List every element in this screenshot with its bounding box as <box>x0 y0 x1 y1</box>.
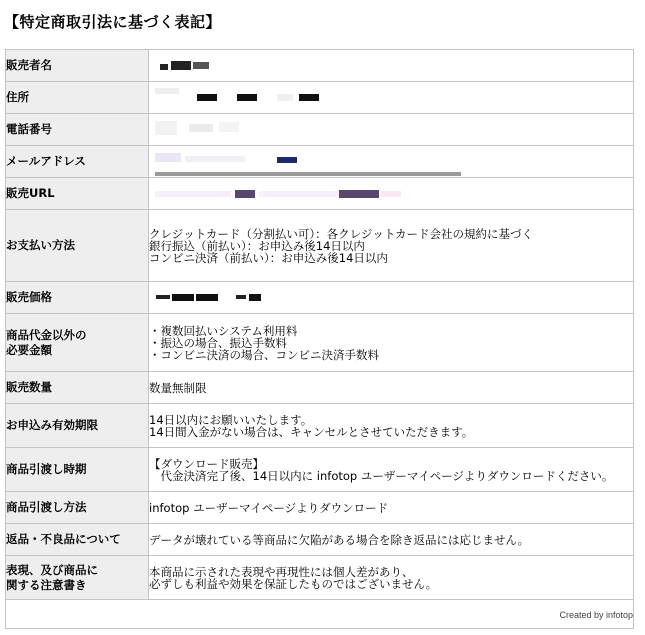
redaction-block <box>277 94 293 101</box>
value-line: 必ずしも利益や効果を保証したものではございません。 <box>149 576 438 591</box>
value-line: クレジットカード（分割払い可）：各クレジットカード会社の規約に基づく <box>149 226 533 241</box>
redaction-block <box>156 295 170 299</box>
price-value-redacted <box>149 282 634 314</box>
value-line: 本商品に示された表現や再現性には個人差があり、 <box>149 564 414 579</box>
page-title: 【特定商取引法に基づく表記】 <box>4 13 222 31</box>
table-row-payment-methods <box>6 210 634 282</box>
redaction-block <box>381 191 401 197</box>
table-row-disclaimer <box>6 556 634 600</box>
table-row-delivery-method <box>6 492 634 524</box>
quantity-value <box>149 372 634 404</box>
deadline-value <box>149 404 634 448</box>
value-line: 【ダウンロード販売】 <box>149 456 264 471</box>
redaction-block <box>299 94 319 101</box>
redaction-block <box>155 153 181 162</box>
row-label-line: 必要金額 <box>6 342 52 357</box>
table-row-extra-charges <box>6 314 634 372</box>
redaction-block <box>277 157 297 163</box>
redaction-block <box>249 294 261 301</box>
returns-value <box>149 524 634 556</box>
redaction-block <box>197 94 217 101</box>
delivery-method-value <box>149 492 634 524</box>
address-value-redacted <box>149 82 634 114</box>
redaction-block <box>155 191 231 197</box>
row-label: 販売URL <box>6 178 149 210</box>
table-row-address <box>6 82 634 114</box>
redaction-block <box>160 64 168 70</box>
table-row-email <box>6 146 634 178</box>
value-line: ・複数回払いシステム利用料 <box>149 323 298 338</box>
table-row-credit <box>6 600 634 629</box>
sales-url-value-redacted <box>149 178 634 210</box>
disclaimer-value <box>149 556 634 600</box>
row-label: 販売価格 <box>6 282 149 314</box>
row-label: お申込み有効期限 <box>6 404 149 448</box>
redaction-block <box>259 191 339 197</box>
table-row-price <box>6 282 634 314</box>
table-row-returns <box>6 524 634 556</box>
row-label-line: 商品代金以外の <box>6 327 87 342</box>
seller-name-value-redacted <box>149 50 634 82</box>
redaction-block <box>236 295 246 299</box>
redaction-block <box>155 121 177 135</box>
redaction-block <box>189 124 213 132</box>
redaction-block <box>219 122 239 132</box>
payment-methods-value <box>149 210 634 282</box>
value-line: 14日間入金がない場合は、キャンセルとさせていただきます。 <box>149 424 474 439</box>
redaction-block <box>193 62 209 69</box>
redaction-block <box>155 88 179 94</box>
value-line: 数量無制限 <box>149 380 207 395</box>
value-line: データが壊れている等商品に欠陥がある場合を除き返品には応じません。 <box>149 532 530 547</box>
row-label: 販売数量 <box>6 372 149 404</box>
table-row-deadline <box>6 404 634 448</box>
value-line: ・コンビニ決済の場合、コンビニ決済手数料 <box>149 347 379 362</box>
table-row-seller-name <box>6 50 634 82</box>
redaction-block <box>155 172 461 176</box>
email-value-redacted <box>149 146 634 178</box>
redaction-block <box>237 94 257 101</box>
row-label: 商品引渡し時期 <box>6 448 149 492</box>
redaction-block <box>339 190 379 198</box>
value-line: ・振込の場合、振込手数料 <box>149 335 287 350</box>
credit-text: Created by infotop <box>559 610 633 620</box>
row-label: 電話番号 <box>6 114 149 146</box>
table-row-sales-url <box>6 178 634 210</box>
row-label: 販売者名 <box>6 50 149 82</box>
value-line: 代金決済完了後、14日以内に infotop ユーザーマイページよりダウンロードください。 <box>149 468 614 483</box>
row-label-two-line <box>6 556 149 600</box>
row-label: 返品・不良品について <box>6 524 149 556</box>
redaction-block <box>171 61 191 70</box>
row-label-two-line <box>6 314 149 372</box>
redaction-block <box>196 294 218 301</box>
row-label-line: 表現、及び商品に <box>6 562 98 577</box>
redaction-block <box>235 190 255 198</box>
redaction-block <box>172 294 194 301</box>
row-label: お支払い方法 <box>6 210 149 282</box>
delivery-timing-value <box>149 448 634 492</box>
credit-cell <box>6 600 634 629</box>
value-line: 銀行振込（前払い）：お申込み後14日以内 <box>149 238 365 253</box>
redaction-block <box>185 156 245 162</box>
table-row-phone <box>6 114 634 146</box>
row-label: 商品引渡し方法 <box>6 492 149 524</box>
extra-charges-value <box>149 314 634 372</box>
legal-notice-table <box>5 49 634 629</box>
value-line: 14日以内にお願いいたします。 <box>149 412 313 427</box>
value-line: コンビニ決済（前払い）：お申込み後14日以内 <box>149 250 388 265</box>
table-row-delivery-timing <box>6 448 634 492</box>
row-label: 住所 <box>6 82 149 114</box>
phone-value-redacted <box>149 114 634 146</box>
row-label-line: 関する注意書き <box>6 577 87 592</box>
value-line: infotop ユーザーマイページよりダウンロード <box>149 500 389 515</box>
table-row-quantity <box>6 372 634 404</box>
row-label: メールアドレス <box>6 146 149 178</box>
